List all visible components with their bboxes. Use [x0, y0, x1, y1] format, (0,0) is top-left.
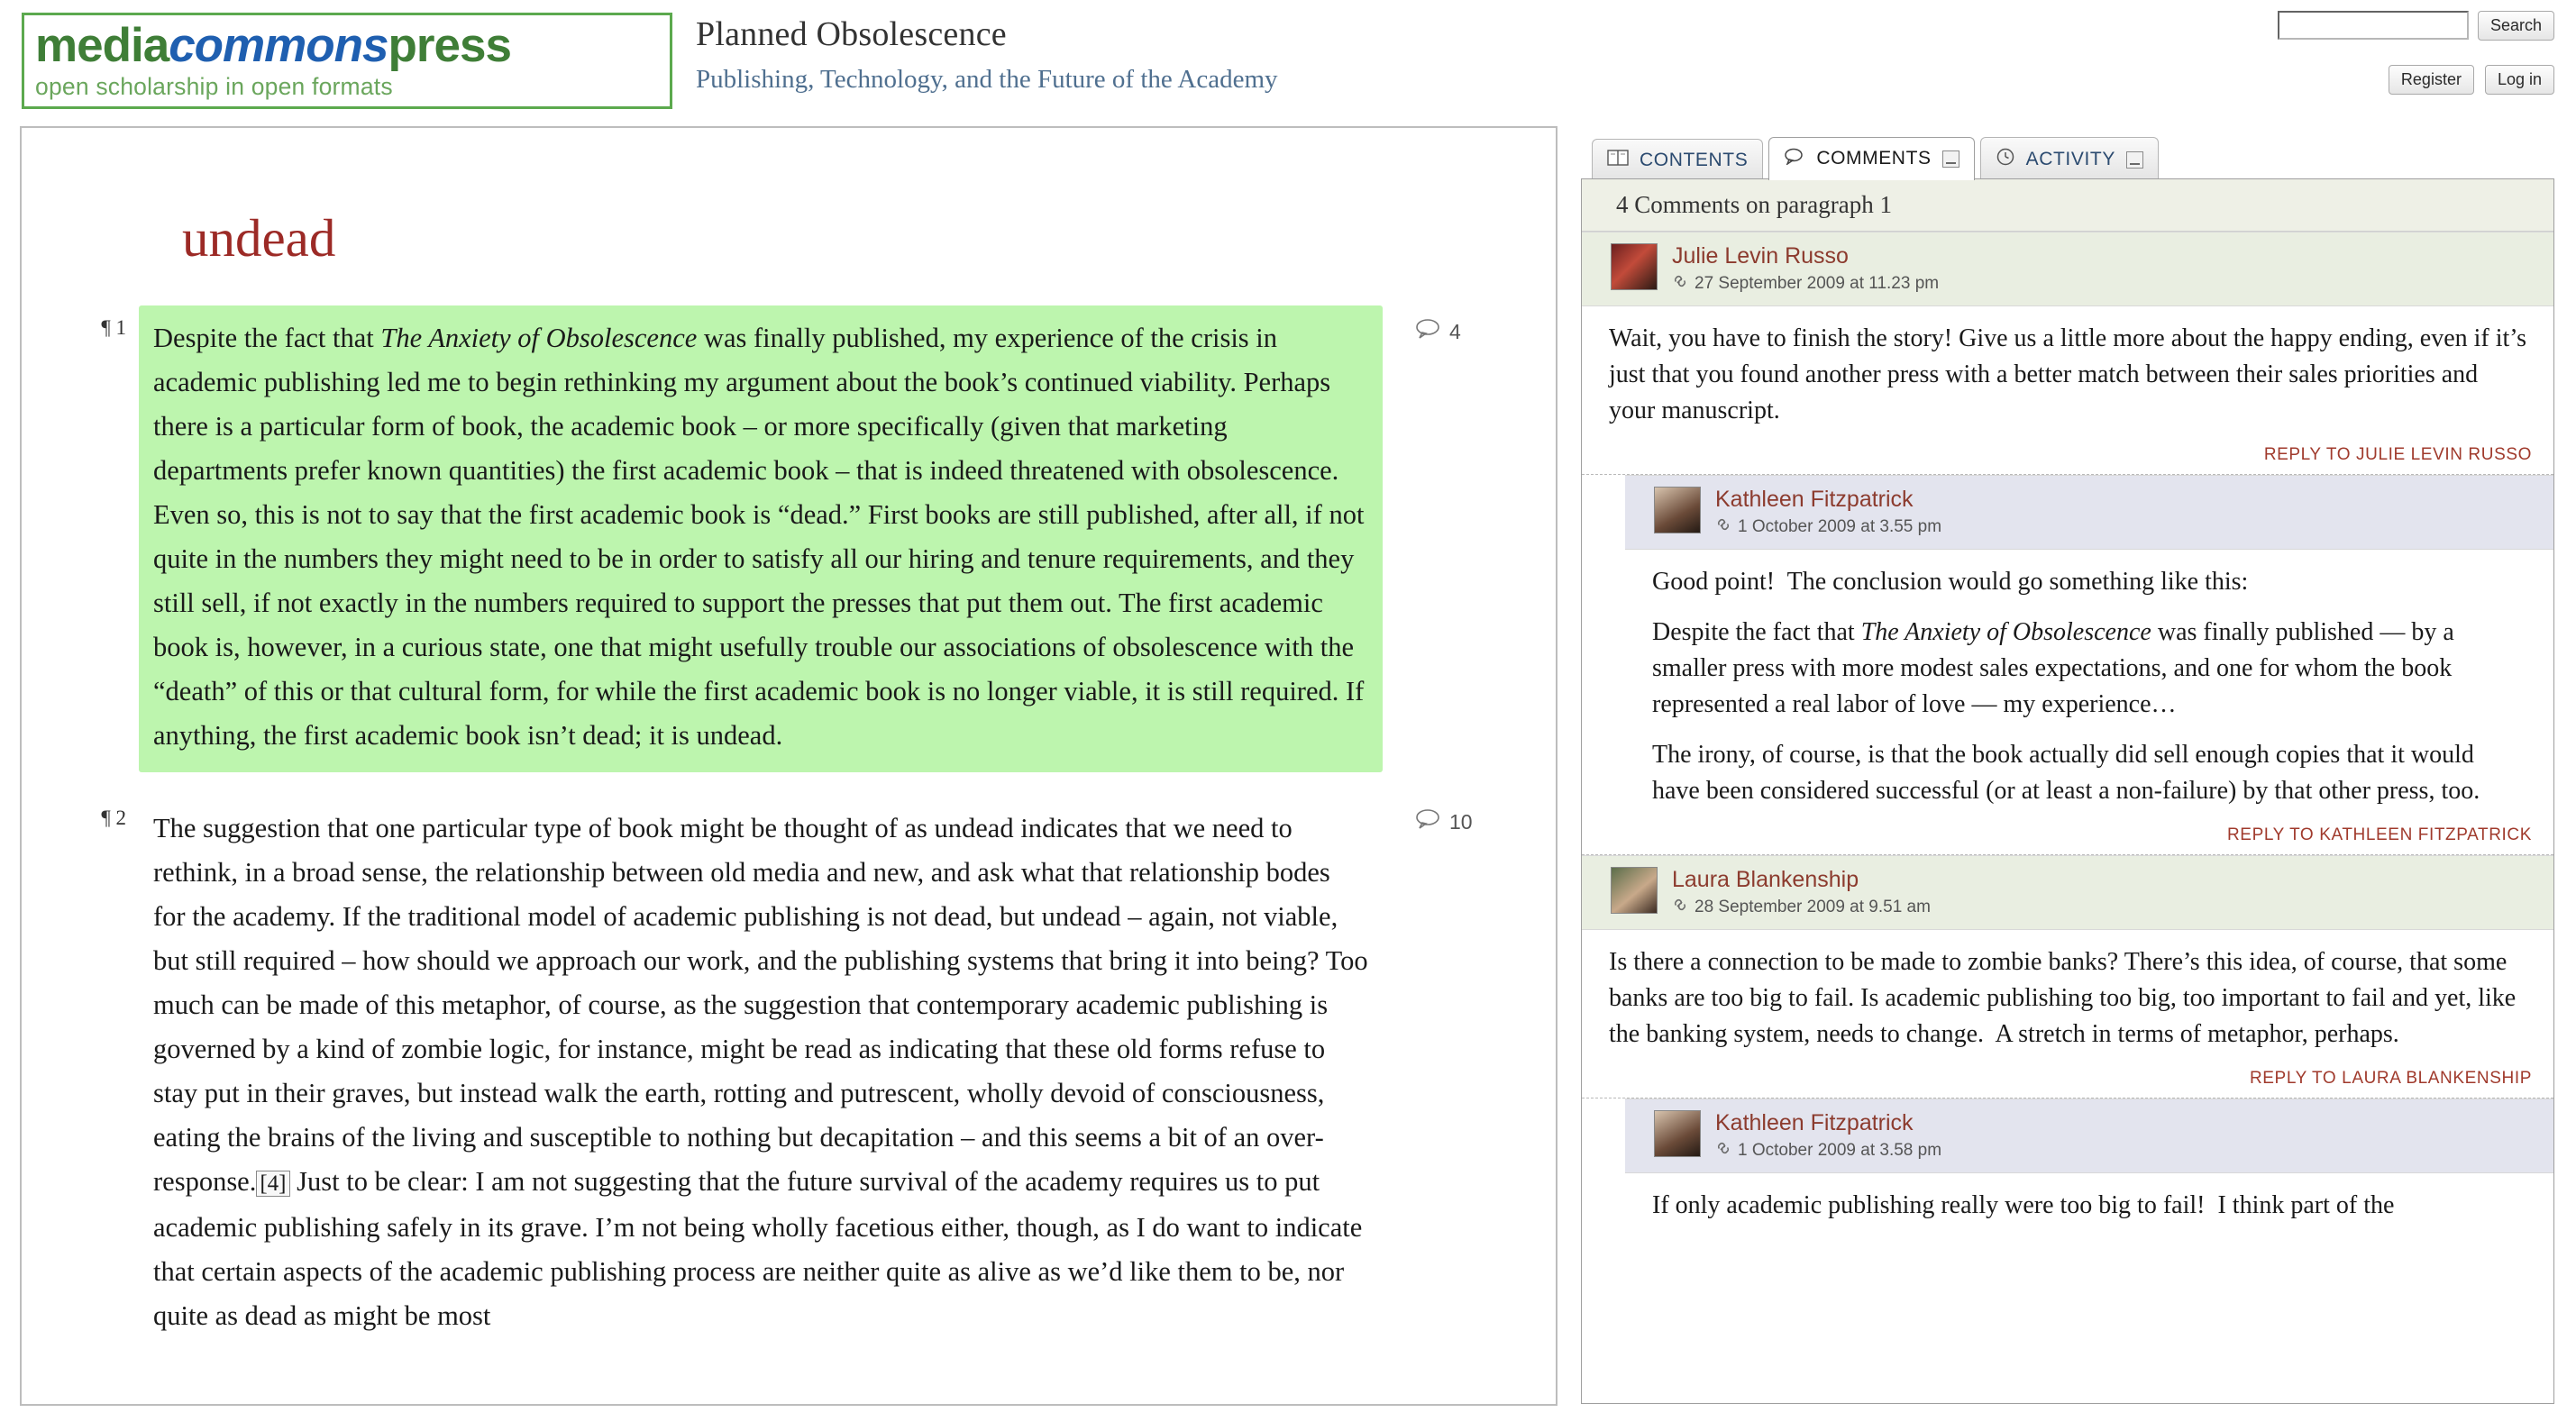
comment-paragraph: Wait, you have to finish the story! Give us a little more about the happy ending, even if it’s just that you found another press with a better match between their sales priorities and your manuscript. — [1609, 324, 2526, 424]
comments-panel-heading: 4 Comments on paragraph 1 — [1582, 179, 2553, 232]
comment-meta — [1715, 1110, 1941, 1162]
comment-header — [1625, 475, 2553, 550]
tab-comments-label: COMMENTS — [1816, 148, 1932, 169]
paragraph-number: ¶ 2 — [101, 807, 126, 829]
comment-reply-bar — [1582, 445, 2553, 475]
search-area — [2278, 11, 2554, 41]
comment-author[interactable]: Kathleen Fitzpatrick — [1715, 1110, 1914, 1135]
tab-activity[interactable] — [1980, 137, 2159, 180]
auth-area — [2389, 65, 2554, 95]
comments-panel — [1581, 178, 2554, 1404]
comment-paragraph: Is there a connection to be made to zombie banks? There’s this idea, of course, that some banks are too big to fail. Is academic publishing too big, too important to fail and yet, like the banking system, needs to change. A stretch in terms of metaphor, perhaps. — [1609, 948, 2517, 1048]
link-icon[interactable] — [1715, 516, 1731, 538]
logo-wordmark — [35, 21, 661, 71]
paragraph-row — [76, 796, 1502, 1353]
site-logo[interactable] — [22, 13, 672, 109]
comment-date-text: 1 October 2009 at 3.55 pm — [1738, 517, 1942, 536]
link-icon[interactable] — [1672, 897, 1688, 918]
comment-item — [1582, 855, 2553, 1098]
comment-header — [1582, 232, 2553, 306]
page-title: Planned Obsolescence — [696, 15, 1007, 53]
comment-bubble-icon — [1415, 808, 1442, 835]
comment-paragraph: Despite the fact that The Anxiety of Obsolescence was finally published — by a smaller press with more modest sales expectations, and one for whom the book represented a real labor of love — my experience… — [1652, 618, 2454, 718]
paragraph-text[interactable]: The suggestion that one particular type of book might be thought of as undead indicates that we need to rethink, in a broad sense, the relationship between old media and new, and ask what that relationship bodes for the academy. If the traditional model of academic publishing is not dead, but undead – again, not viable, but still required – how should we approach our work, and the publishing systems that bring it into being? Too much can be made of this metaphor, of course, as the suggestion that contemporary academic publishing is governed by a kind of zombie logic, for instance, might be read as indicating that these old forms refuse to stay put in their graves, but instead walk the earth, rotting and putrescent, wholly devoid of consciousness, eating the brains of the living and susceptible to nothing but decapitation – and this seems a bit of an over-response. [4] Just to be clear: I am not suggesting that the future survival of the academy requires us to put academic publishing safely in its grave. I’m not being wholly facetious either, though, as I do want to indicate that certain aspects of the academic publishing process are neither quite as alive as we’d like them to be, nor quite as dead as might be most — [153, 813, 1368, 1331]
comment-item — [1582, 232, 2553, 475]
tab-comments[interactable] — [1768, 137, 1974, 180]
link-icon[interactable] — [1672, 273, 1688, 295]
minimize-icon[interactable] — [2126, 151, 2143, 169]
comment-body — [1582, 930, 2553, 1069]
comment-date — [1672, 273, 1939, 295]
link-icon[interactable] — [1715, 1140, 1731, 1162]
comment-meta — [1672, 867, 1931, 918]
document-heading: undead — [182, 208, 336, 268]
paragraph-text[interactable]: Despite the fact that The Anxiety of Obsolescence was finally published, my experience of the crisis in academic publishing led me to begin rethinking my argument about the book’s continued viability. Perhaps there is a particular form of book, the academic book – or more specifically (given that marketing departments prefer known quantities) the first academic book – that is indeed threatened with obsolescence. Even so, this is not to say that the first academic book is “dead.” First books are still published, after all, if not quite in the numbers they might need to be in order to satisfy all our hiring and tenure requirements, and they still sell, if not exactly in the numbers required to support the presses that put them out. The first academic book is, however, in a curious state, one that might usefully trouble our associations of obsolescence with the “death” of this or that cultural form, for while the first academic book is no longer viable, it is still required. If anything, the first academic book isn’t dead; it is undead. — [139, 305, 1383, 772]
comment-header — [1625, 1098, 2553, 1173]
register-button[interactable]: Register — [2389, 65, 2474, 95]
comment-reply-bar — [1582, 1069, 2553, 1098]
comment-date-text: 27 September 2009 at 11.23 pm — [1694, 274, 1940, 293]
paragraph-row — [76, 305, 1502, 772]
reply-link[interactable]: REPLY TO KATHLEEN FITZPATRICK — [2226, 825, 2532, 844]
comment-bubble-icon — [1784, 147, 1805, 170]
comment-date-text: 28 September 2009 at 9.51 am — [1694, 898, 1931, 916]
login-button[interactable]: Log in — [2485, 65, 2554, 95]
comment-author[interactable]: Julie Levin Russo — [1672, 243, 1849, 269]
comment-reply-bar — [1582, 825, 2553, 855]
document-pane — [20, 126, 1557, 1406]
comment-bubble-icon — [1415, 318, 1442, 345]
comment-item — [1582, 475, 2553, 855]
comment-header — [1582, 855, 2553, 930]
comment-body — [1582, 306, 2553, 445]
tab-contents-label: CONTENTS — [1640, 150, 1749, 170]
book-icon — [1607, 149, 1629, 172]
reply-link[interactable]: REPLY TO LAURA BLANKENSHIP — [2249, 1069, 2532, 1088]
paragraph-comment-count[interactable] — [1415, 318, 1502, 345]
site-header — [0, 0, 2576, 126]
comment-meta — [1672, 243, 1939, 295]
clock-icon — [1996, 147, 2015, 172]
comment-date — [1715, 516, 1941, 538]
main-layout — [0, 126, 2576, 1422]
logo-tagline: open scholarship in open formats — [35, 73, 393, 100]
document-content — [22, 128, 1556, 1353]
paragraph-number: ¶ 1 — [101, 316, 126, 339]
avatar — [1611, 867, 1658, 914]
comment-author[interactable]: Kathleen Fitzpatrick — [1715, 487, 1914, 512]
avatar — [1654, 487, 1701, 533]
comment-paragraph: If only academic publishing really were too big to fail! I think part of the — [1652, 1191, 2395, 1219]
tab-activity-label: ACTIVITY — [2025, 149, 2115, 169]
avatar — [1654, 1110, 1701, 1157]
sidebar-tabs — [1581, 126, 2554, 178]
minimize-icon[interactable] — [1942, 150, 1959, 168]
comment-count-value: 4 — [1449, 319, 1461, 343]
paragraph-comment-count[interactable] — [1415, 808, 1502, 835]
logo-media-text: media — [35, 19, 169, 72]
comment-date-text: 1 October 2009 at 3.58 pm — [1738, 1141, 1942, 1160]
reply-link[interactable]: REPLY TO JULIE LEVIN RUSSO — [2263, 445, 2532, 464]
logo-commons-text: commons — [169, 19, 388, 72]
comment-body — [1582, 550, 2553, 825]
page-subtitle: Publishing, Technology, and the Future of the Academy — [696, 65, 1278, 94]
comment-author[interactable]: Laura Blankenship — [1672, 867, 1859, 892]
comment-item — [1582, 1098, 2553, 1240]
comment-count-value: 10 — [1449, 809, 1473, 834]
comment-meta — [1715, 487, 1941, 538]
avatar — [1611, 243, 1658, 290]
comment-paragraph: Good point! The conclusion would go something like this: — [1652, 568, 2249, 596]
logo-press-text: press — [388, 19, 511, 72]
comment-date — [1672, 897, 1931, 918]
search-input[interactable] — [2278, 11, 2469, 40]
comment-body — [1582, 1173, 2553, 1240]
tab-contents[interactable] — [1592, 139, 1763, 180]
sidebar-pane — [1581, 126, 2554, 1406]
search-button[interactable]: Search — [2478, 11, 2554, 41]
comment-paragraph: The irony, of course, is that the book actually did sell enough copies that it would have been considered successful (or at least a non-failure) by that other press, too. — [1652, 741, 2480, 805]
comment-date — [1715, 1140, 1941, 1162]
